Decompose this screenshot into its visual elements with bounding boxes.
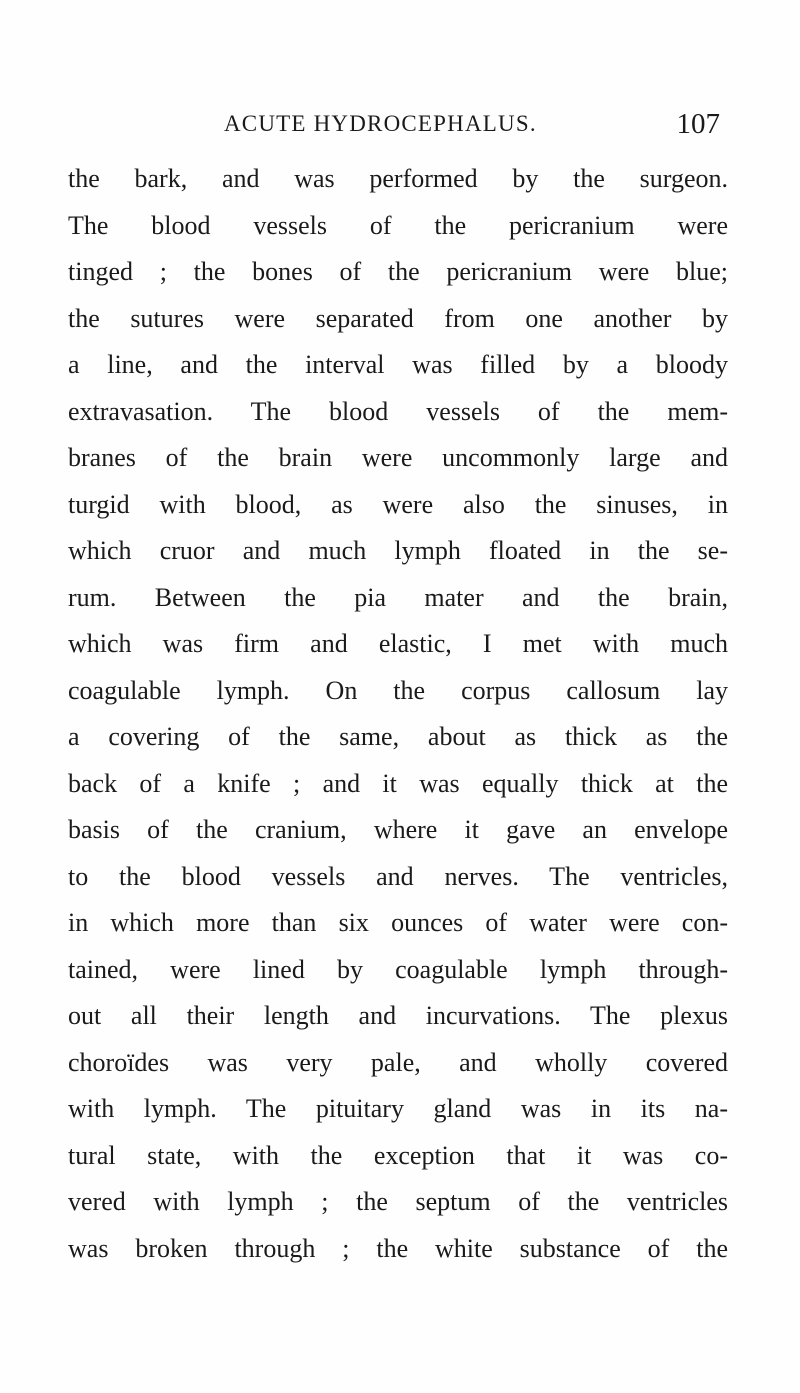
- text-line: out all their length and incurvations. The plexus: [68, 1001, 728, 1030]
- text-line: tained, were lined by coagulable lymph through-: [68, 954, 728, 984]
- body-text: [68, 156, 728, 1272]
- text-line: in which more than six ounces of water were con-: [68, 908, 728, 937]
- text-line: which was firm and elastic, I met with much: [68, 629, 728, 658]
- text-line: vered with lymph ; the septum of the ventricles: [68, 1187, 728, 1216]
- text-line: which cruor and much lymph floated in the se-: [68, 536, 728, 565]
- text-line: with lymph. The pituitary gland was in its na-: [68, 1094, 728, 1123]
- text-line: branes of the brain were uncommonly large and: [68, 443, 728, 472]
- text-line: The blood vessels of the pericranium were: [68, 210, 728, 240]
- text-line: coagulable lymph. On the corpus callosum lay: [68, 675, 728, 705]
- page-number: 107: [676, 108, 720, 140]
- text-line: tural state, with the exception that it was co-: [68, 1140, 728, 1170]
- text-line: the bark, and was performed by the surgeon.: [68, 164, 728, 193]
- text-line: turgid with blood, as were also the sinuses, in: [68, 489, 728, 519]
- running-title: ACUTE HYDROCEPHALUS.: [224, 111, 537, 136]
- text-line: rum. Between the pia mater and the brain,: [68, 582, 728, 612]
- text-line: a covering of the same, about as thick as the: [68, 722, 728, 751]
- text-line: to the blood vessels and nerves. The ventricles,: [68, 861, 728, 891]
- text-line: choroïdes was very pale, and wholly covered: [68, 1047, 728, 1077]
- text-line: extravasation. The blood vessels of the mem-: [68, 396, 728, 426]
- text-line: basis of the cranium, where it gave an envelope: [68, 815, 728, 844]
- running-head: [200, 104, 720, 144]
- text-line: tinged ; the bones of the pericranium were blue;: [68, 257, 728, 286]
- text-line: back of a knife ; and it was equally thick at the: [68, 768, 728, 798]
- text-line: a line, and the interval was filled by a bloody: [68, 350, 728, 379]
- text-line: was broken through ; the white substance of the: [68, 1233, 728, 1263]
- text-line: the sutures were separated from one another by: [68, 303, 728, 333]
